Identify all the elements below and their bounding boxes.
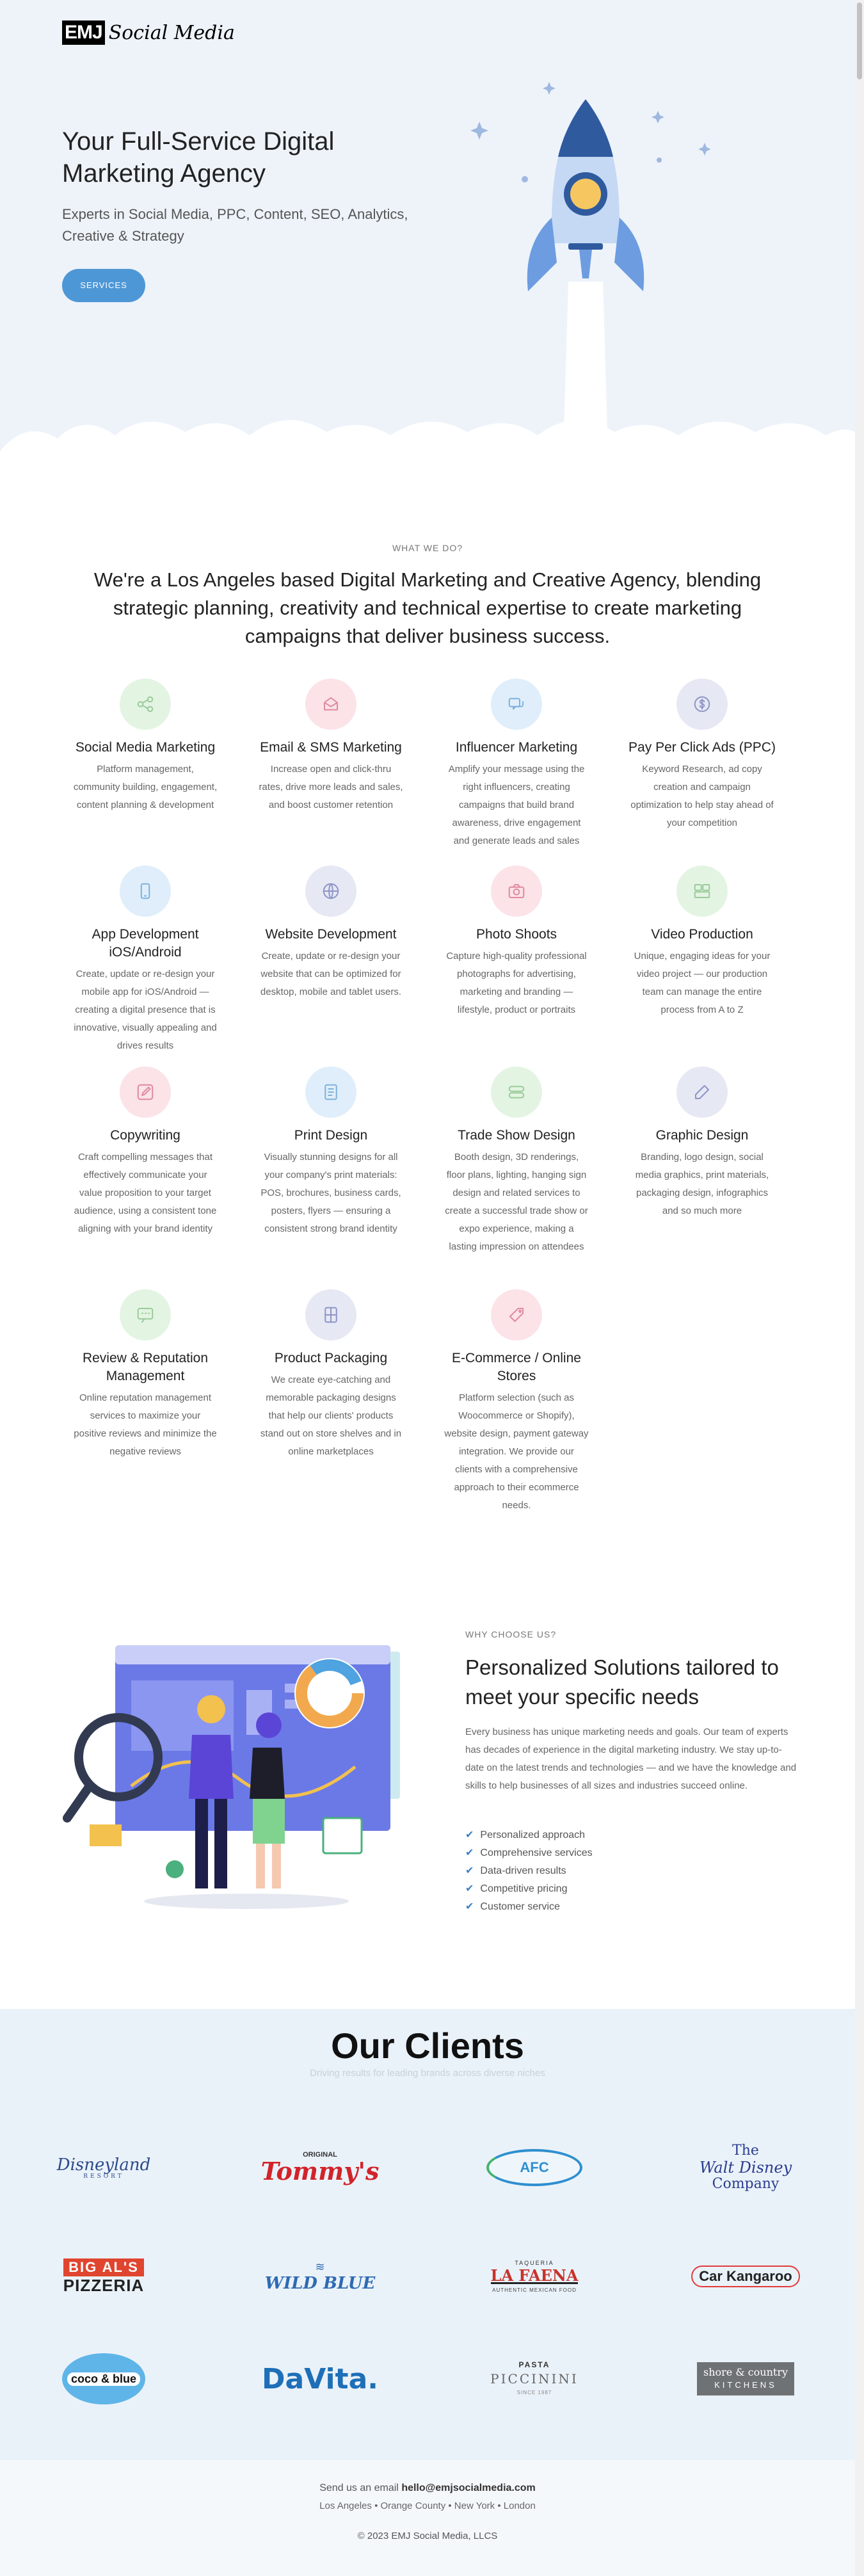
footer	[0, 2460, 855, 2576]
client-logo-disneyland	[40, 2137, 168, 2198]
list-item	[465, 1844, 593, 1862]
what-we-do-label: WHAT WE DO?	[392, 543, 463, 553]
service-description: Capture high-quality professional photographs for advertising, marketing and branding — lifestyle, product or portraits	[446, 951, 587, 1015]
point-label: Comprehensive services	[480, 1847, 593, 1858]
point-label: Customer service	[480, 1901, 560, 1912]
logo-text: DaVita.	[261, 2362, 378, 2395]
logo-text: Disneyland	[56, 2155, 151, 2175]
client-logo-la-faena	[470, 2246, 598, 2307]
service-title: Graphic Design	[655, 1128, 749, 1143]
footer-copyright: © 2023 EMJ Social Media, LLCS	[357, 2531, 498, 2541]
check-icon: ✔	[465, 1865, 474, 1876]
footer-contact	[0, 2483, 855, 2494]
logo-text: coco & blue	[67, 2372, 140, 2386]
phone-icon	[120, 865, 171, 917]
service-card	[436, 1289, 596, 1515]
review-icon	[120, 1289, 171, 1340]
service-description: Branding, logo design, social media graphics, print materials, packaging design, infographics and so much more	[635, 1152, 769, 1216]
logo-subtext: SINCE 1987	[516, 2390, 552, 2395]
client-logo-piccinini	[470, 2348, 598, 2410]
service-title: Copywriting	[110, 1128, 180, 1143]
service-description: Amplify your message using the right influencers, creating campaigns that build brand awareness, drive engagement and generate leads and sales	[448, 764, 585, 846]
logo-text: WILD BLUE	[264, 2273, 376, 2293]
clients-subtitle: Driving results for leading brands across diverse niches	[310, 2068, 545, 2079]
list-item	[465, 1826, 593, 1844]
logo-subtext: RESORT	[83, 2173, 124, 2180]
service-title: Product Packaging	[274, 1351, 388, 1365]
hero-section	[0, 0, 855, 471]
service-description: Create, update or re-design your mobile app for iOS/Android — creating a digital presence that is innovative, visually appealing and drives results	[74, 969, 217, 1051]
clients-title: Our Clients	[331, 2025, 524, 2066]
client-logo-tommys	[256, 2137, 384, 2198]
logo-text: PIZZERIA	[63, 2276, 145, 2295]
service-card	[65, 1289, 225, 1461]
chat-icon	[491, 679, 542, 730]
logo-text: Car Kangaroo	[691, 2266, 799, 2287]
service-card	[251, 1289, 411, 1461]
logo-text: LA FAENA	[490, 2266, 579, 2285]
video-icon	[676, 865, 728, 917]
list-item	[465, 1898, 593, 1916]
service-card	[65, 1067, 225, 1238]
service-card	[251, 865, 411, 1001]
site-logo[interactable]	[62, 20, 235, 45]
point-label: Personalized approach	[480, 1830, 586, 1840]
client-logo-shore-country	[682, 2348, 810, 2410]
services-button[interactable]: SERVICES	[62, 269, 145, 302]
document-icon	[305, 1067, 356, 1118]
service-description: Booth design, 3D renderings, floor plans, lighting, hanging sign design and related services to create a successful trade show or expo experience, making a lasting impression on attendees	[445, 1152, 588, 1252]
tag-icon	[491, 1289, 542, 1340]
service-card	[436, 679, 596, 850]
service-description: Platform selection (such as Woocommerce or Shopify), website design, payment gateway integration. We provide our clients with a comprehensive approach to their ecommerce needs.	[444, 1392, 589, 1511]
dollar-icon	[676, 679, 728, 730]
client-logo-afc	[470, 2137, 598, 2198]
service-title: Pay Per Click Ads (PPC)	[628, 740, 776, 755]
logo-text: Walt Disney	[699, 2159, 792, 2177]
service-description: Online reputation management services to maximize your positive reviews and minimize the negative reviews	[74, 1392, 217, 1457]
footer-email-link[interactable]: hello@emjsocialmedia.com	[401, 2483, 536, 2493]
service-title: Photo Shoots	[476, 927, 557, 942]
list-item	[465, 1862, 593, 1880]
envelope-icon	[305, 679, 356, 730]
logo-text: Social Media	[108, 21, 235, 44]
service-card	[251, 679, 411, 814]
box-icon	[305, 1289, 356, 1340]
check-icon: ✔	[465, 1830, 474, 1840]
rocket-illustration	[461, 70, 710, 455]
footer-locations: Los Angeles • Orange County • New York • London	[319, 2500, 536, 2511]
client-logo-coco-blue	[40, 2348, 168, 2410]
service-description: Craft compelling messages that effectively communicate your value proposition to your target audience, using a consistent tone aligning with your brand identity	[74, 1152, 217, 1234]
service-title: Video Production	[651, 927, 753, 942]
service-card	[436, 1067, 596, 1256]
service-title: Email & SMS Marketing	[260, 740, 402, 755]
scrollbar-thumb[interactable]	[857, 3, 862, 79]
wave-icon: ≋	[315, 2260, 325, 2273]
service-title: E-Commerce / Online Stores	[452, 1351, 581, 1383]
service-description: Visually stunning designs for all your company's print materials: POS, brochures, business cards, posters, flyers — ensuring a consistent strong brand identity	[260, 1152, 401, 1234]
logo-subtext: ORIGINAL	[303, 2151, 337, 2159]
service-title: Social Media Marketing	[75, 740, 216, 755]
service-description: Platform management, community building, engagement, content planning & development	[73, 764, 218, 810]
why-list	[465, 1826, 593, 1916]
globe-icon	[305, 865, 356, 917]
booth-icon	[491, 1067, 542, 1118]
service-card	[622, 865, 782, 1019]
service-description: Keyword Research, ad copy creation and campaign optimization to help stay ahead of your competition	[630, 764, 774, 828]
why-body: Every business has unique marketing needs and goals. Our team of experts has decades of experience in the digital marketing industry. We stay up-to-date on the latest trends and technologies — and we have the knowledge and skills to help businesses of all sizes and industries succeed online.	[465, 1727, 797, 1791]
service-description: Unique, engaging ideas for your video project — our production team can manage the entire process from A to Z	[634, 951, 771, 1015]
logo-subtext: TAQUERIA	[515, 2259, 554, 2266]
point-label: Competitive pricing	[480, 1883, 568, 1894]
service-description: Increase open and click-thru rates, drive more leads and sales, and boost customer retention	[259, 764, 403, 810]
client-logo-davita	[256, 2348, 384, 2410]
client-logo-wild-blue	[256, 2246, 384, 2307]
why-title: Personalized Solutions tailored to meet your specific needs	[465, 1655, 779, 1709]
service-title: Print Design	[294, 1128, 368, 1143]
logo-text: BIG AL'S	[63, 2258, 144, 2276]
logo-subtext: AUTHENTIC MEXICAN FOOD	[492, 2287, 577, 2293]
list-item	[465, 1880, 593, 1898]
client-logo-walt-disney	[682, 2137, 810, 2198]
share-icon	[120, 679, 171, 730]
page-scrollbar[interactable]	[855, 0, 864, 2576]
service-card	[251, 1067, 411, 1238]
service-title: App Development iOS/Android	[92, 927, 199, 960]
logo-subtext: PASTA	[518, 2360, 550, 2369]
check-icon: ✔	[465, 1847, 474, 1858]
logo-text: PICCININI	[490, 2371, 579, 2387]
service-card	[622, 1067, 782, 1220]
check-icon: ✔	[465, 1883, 474, 1894]
check-icon: ✔	[465, 1901, 474, 1912]
camera-icon	[491, 865, 542, 917]
why-label: WHY CHOOSE US?	[465, 1629, 557, 1639]
pencil-icon	[676, 1067, 728, 1118]
logo-text: Company	[712, 2176, 780, 2192]
client-logo-big-als	[40, 2246, 168, 2307]
service-title: Influencer Marketing	[455, 740, 578, 755]
cloud-bank	[0, 400, 855, 471]
logo-text: shore & country	[703, 2366, 788, 2378]
service-card	[436, 865, 596, 1019]
hero-title: Your Full-Service Digital Marketing Agency	[62, 127, 335, 188]
service-card	[65, 865, 225, 1055]
point-label: Data-driven results	[480, 1865, 566, 1876]
logo-text: AFC	[520, 2159, 549, 2175]
logo-text: The	[732, 2143, 759, 2159]
service-card	[622, 679, 782, 832]
client-logo-car-kangaroo	[682, 2246, 810, 2307]
service-title: Review & Reputation Management	[82, 1351, 209, 1383]
service-description: Create, update or re-design your website that can be optimized for desktop, mobile and tablet users.	[260, 951, 402, 997]
hero-subtitle: Experts in Social Media, PPC, Content, SEO, Analytics, Creative & Strategy	[62, 206, 408, 244]
service-title: Trade Show Design	[458, 1128, 575, 1143]
service-description: We create eye-catching and memorable packaging designs that help our clients' products stand out on store shelves and in online marketplaces	[260, 1374, 402, 1457]
service-title: Website Development	[265, 927, 397, 942]
what-we-do-title: We're a Los Angeles based Digital Marketing and Creative Agency, blending strategic planning, creativity and technical expertise to create marketing campaigns that deliver business success.	[93, 568, 762, 647]
clients-section	[0, 2009, 855, 2460]
footer-email-prefix: Send us an email	[319, 2483, 399, 2493]
logo-text: Tommy's	[260, 2157, 380, 2186]
logo-emj: EMJ	[62, 20, 105, 45]
team-analytics-illustration	[61, 1620, 419, 1927]
service-card	[65, 679, 225, 814]
pen-icon	[120, 1067, 171, 1118]
logo-text: KITCHENS	[714, 2380, 777, 2390]
